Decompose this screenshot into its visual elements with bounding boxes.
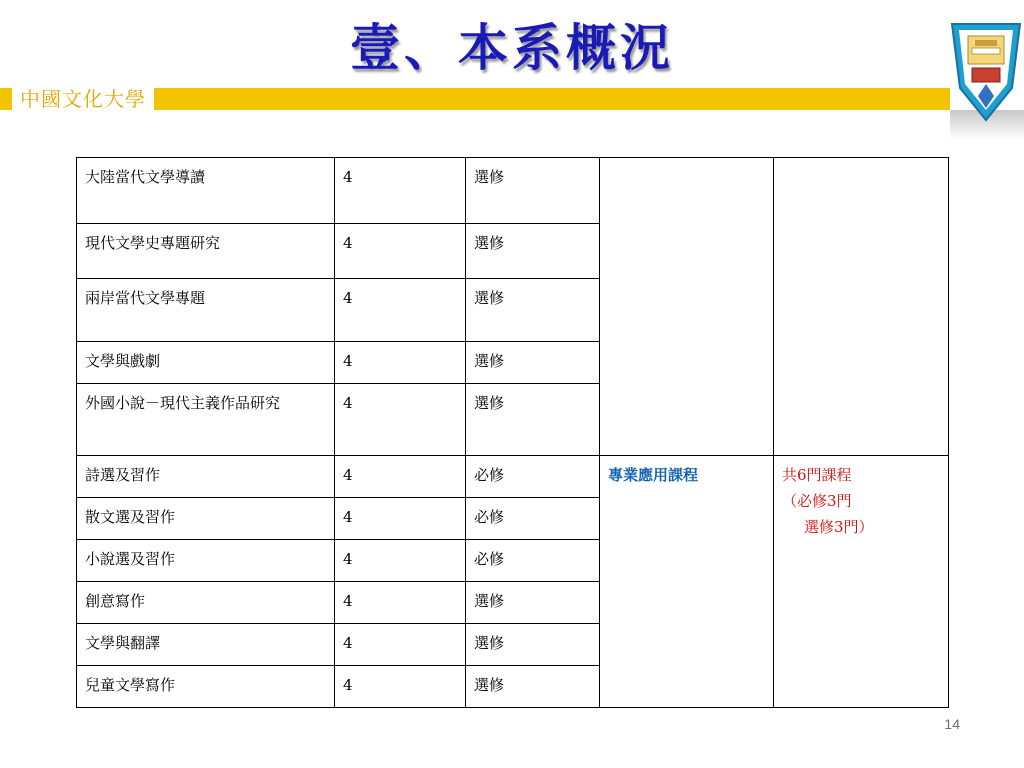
course-credits: 4: [335, 279, 466, 342]
course-name: 兒童文學寫作: [77, 666, 335, 708]
course-name: 詩選及習作: [77, 456, 335, 498]
banner-bar-right: [154, 88, 950, 110]
course-type: 必修: [466, 540, 600, 582]
table-row: [77, 456, 949, 498]
course-name: 兩岸當代文學專題: [77, 279, 335, 342]
course-type: 選修: [466, 158, 600, 224]
course-table: [76, 157, 949, 708]
group-name: 專業應用課程: [600, 456, 774, 708]
group-note: [774, 456, 949, 708]
group-note-line: 選修3門）: [804, 518, 874, 536]
course-name: 小說選及習作: [77, 540, 335, 582]
course-name: 文學與翻譯: [77, 624, 335, 666]
group-note-line: 共6門課程: [782, 466, 852, 484]
course-type: 必修: [466, 456, 600, 498]
course-type: 必修: [466, 498, 600, 540]
course-type: 選修: [466, 342, 600, 384]
course-credits: 4: [335, 624, 466, 666]
course-name: 散文選及習作: [77, 498, 335, 540]
course-credits: 4: [335, 342, 466, 384]
course-credits: 4: [335, 666, 466, 708]
course-name: 大陸當代文學導讀: [77, 158, 335, 224]
slide-title: 壹、本系概況: [350, 18, 674, 77]
page-number: 14: [944, 716, 960, 732]
course-credits: 4: [335, 224, 466, 279]
course-name: 文學與戲劇: [77, 342, 335, 384]
course-type: 選修: [466, 666, 600, 708]
group-cell-empty: [600, 158, 774, 456]
banner-bar-left: [0, 88, 12, 110]
course-credits: 4: [335, 384, 466, 456]
university-logo-icon: [950, 18, 1022, 123]
table-row: [77, 158, 949, 224]
course-type: 選修: [466, 384, 600, 456]
course-credits: 4: [335, 158, 466, 224]
course-credits: 4: [335, 456, 466, 498]
university-banner: [0, 88, 950, 110]
note-cell-empty: [774, 158, 949, 456]
university-name: 中國文化大學: [12, 88, 154, 110]
course-type: 選修: [466, 224, 600, 279]
course-name: 現代文學史專題研究: [77, 224, 335, 279]
course-credits: 4: [335, 540, 466, 582]
course-type: 選修: [466, 279, 600, 342]
course-name: 外國小說－現代主義作品研究: [77, 384, 335, 456]
course-credits: 4: [335, 582, 466, 624]
course-type: 選修: [466, 624, 600, 666]
course-type: 選修: [466, 582, 600, 624]
course-credits: 4: [335, 498, 466, 540]
course-name: 創意寫作: [77, 582, 335, 624]
group-note-line: （必修3門: [782, 492, 852, 510]
